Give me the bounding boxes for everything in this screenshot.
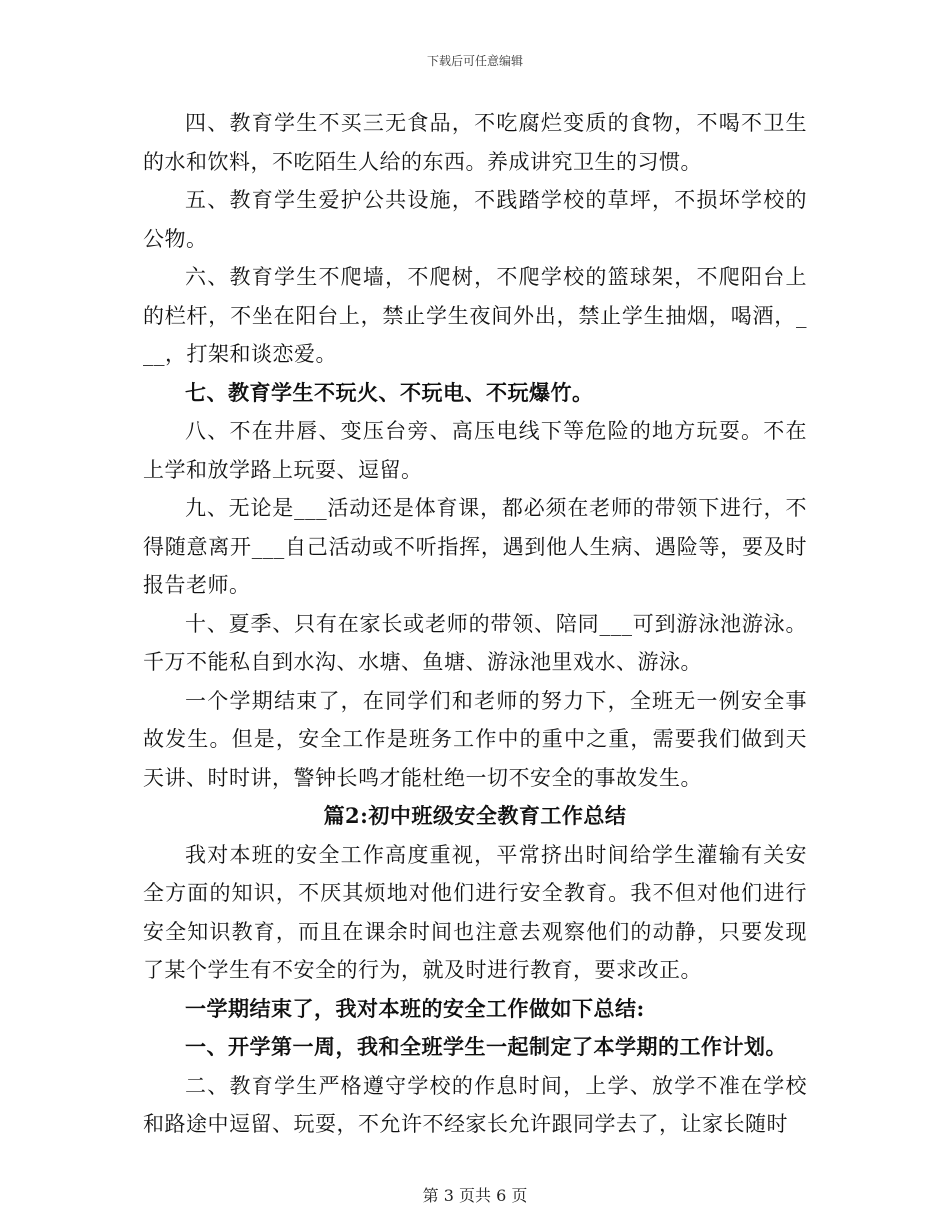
section-paragraph-intro: 我对本班的安全工作高度重视，平常挤出时间给学生灌输有关安全方面的知识，不厌其烦地对他们进行安全教育。我不但对他们进行安全知识教育，而且在课余时间也注意去观察他们的动静，只要发现了某个学生有不安全的行为，就及时进行教育，要求改正。 <box>143 842 807 982</box>
paragraph-8: 八、不在井唇、变压台旁、高压电线下等危险的地方玩耍。不在上学和放学路上玩耍、逗留。 <box>143 419 807 482</box>
paragraph-9: 九、无论是___活动还是体育课，都必须在老师的带领下进行，不得随意离开___自己活动或不听指挥，遇到他人生病、遇险等，要及时报告老师。 <box>143 496 807 597</box>
paragraph-conclusion: 一个学期结束了，在同学们和老师的努力下，全班无一例安全事故发生。但是，安全工作是班务工作中的重中之重，需要我们做到天天讲、时时讲，警钟长鸣才能杜绝一切不安全的事故发生。 <box>143 688 807 790</box>
paragraph-7: 七、教育学生不玩火、不玩电、不玩爆竹。 <box>185 379 594 405</box>
document-body <box>143 104 807 1144</box>
paragraph-4: 四、教育学生不买三无食品，不吃腐烂变质的食物，不喝不卫生的水和饮料，不吃陌生人给的东西。养成讲究卫生的习惯。 <box>143 111 807 174</box>
paragraph-5: 五、教育学生爱护公共设施，不践踏学校的草坪，不损坏学校的公物。 <box>143 188 807 251</box>
section-title: 篇2:初中班级安全教育工作总结 <box>323 803 627 828</box>
paragraph-6: 六、教育学生不爬墙，不爬树，不爬学校的篮球架，不爬阳台上的栏杆，不坐在阳台上，禁止学生夜间外出，禁止学生抽烟，喝酒，___，打架和谈恋爱。 <box>143 265 807 366</box>
page-footer: 第 3 页共 6 页 <box>422 1186 528 1205</box>
section-paragraph-1: 一、开学第一周，我和全班学生一起制定了本学期的工作计划。 <box>185 1034 787 1059</box>
section-paragraph-2: 二、教育学生严格遵守学校的作息时间，上学、放学不准在学校和路途中逗留、玩耍，不允许不经家长允许跟同学去了，让家长随时 <box>143 1073 807 1136</box>
page-header: 下载后可任意编辑 <box>426 54 523 68</box>
paragraph-10: 十、夏季、只有在家长或老师的带领、陪同___可到游泳池游泳。千万不能私自到水沟、水塘、鱼塘、游泳池里戏水、游泳。 <box>143 611 807 674</box>
section-paragraph-summary-lead: 一学期结束了，我对本班的安全工作做如下总结: <box>185 995 645 1021</box>
